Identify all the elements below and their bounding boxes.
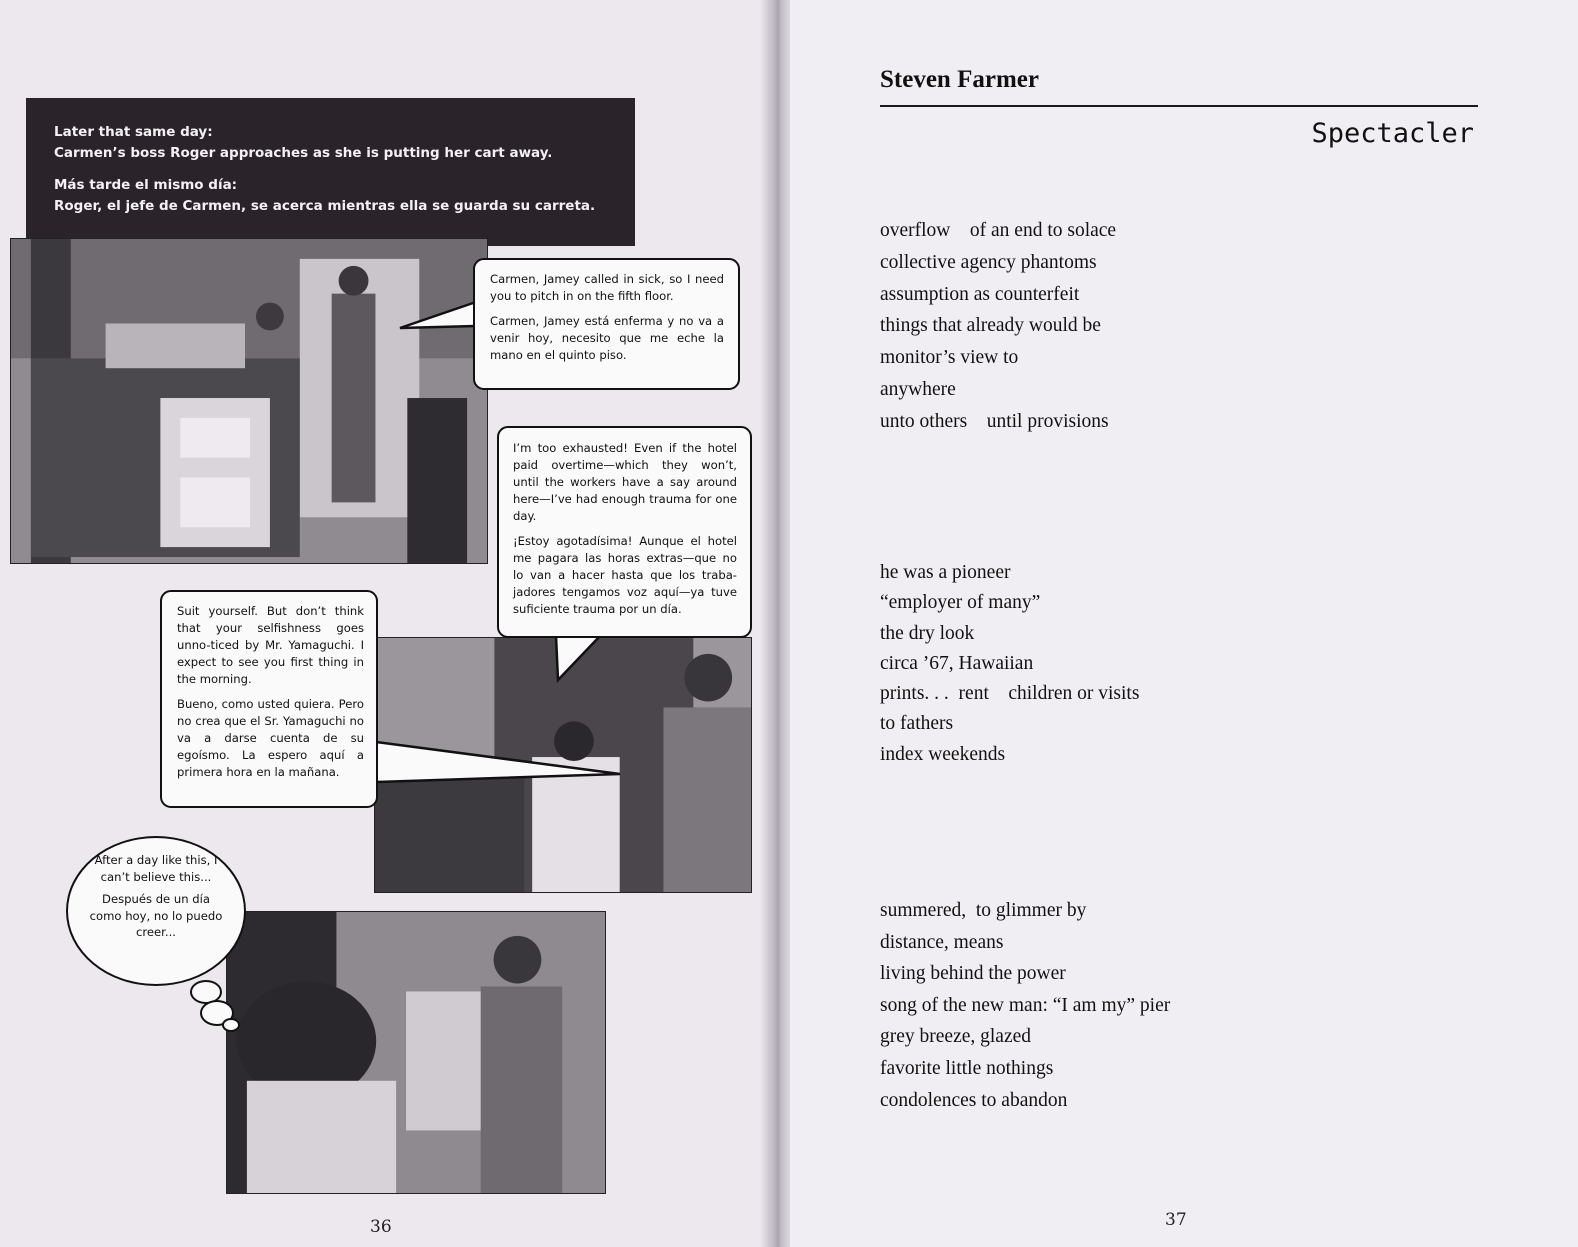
stanza-3-line: song of the new man: “I am my” pier xyxy=(880,994,1171,1016)
caption-english-line2: Carmen’s boss Roger approaches as she is putting her cart away. xyxy=(54,145,553,161)
stanza-1-line: collective agency phantoms xyxy=(880,251,1097,273)
caption-spanish xyxy=(54,175,635,217)
stanza-2-line: he was a pioneer xyxy=(880,562,1011,583)
stanza-3-line: favorite little nothings xyxy=(880,1057,1054,1079)
author-name: Steven Farmer xyxy=(880,66,1039,93)
stanza-2-line: “employer of many” xyxy=(880,592,1041,614)
bubble-carmen-tail xyxy=(548,634,608,684)
bubble-roger-1-tail xyxy=(400,288,480,348)
title-rule xyxy=(880,105,1478,107)
thought-spanish: Después de un día como hoy, no lo puedo creer... xyxy=(89,892,223,939)
stanza-3-line: grey breeze, glazed xyxy=(880,1026,1032,1048)
stanza-1-line: things that already would be xyxy=(880,315,1101,337)
stanza-3-line: condolences to abandon xyxy=(880,1089,1068,1111)
caption-english-line1: Later that same day: xyxy=(54,124,213,140)
stanza-1-line: unto others until provisions xyxy=(880,410,1109,432)
bubble-roger-1-spanish: Carmen, Jamey está enferma y no va a venir hoy, necesito que me eche la mano en el quinto piso. xyxy=(490,314,724,362)
bubble-roger-2-spanish: Bueno, como usted quiera. Pero no crea que el Sr. Yamaguchi no va a darse cuenta de su egoísmo. La espero aquí a primera hora en la mañana. xyxy=(177,697,364,779)
stanza-1-line: overflow of an end to solace xyxy=(880,220,1117,241)
bubble-carmen-english: I’m too exhausted! Even if the hotel paid overtime—which they won’t, until the workers have a say around here—I’ve had enough trauma for one day. xyxy=(513,441,737,523)
stanza-2-line: index weekends xyxy=(880,743,1006,765)
bubble-roger-2 xyxy=(160,590,378,808)
caption-box xyxy=(26,98,635,246)
photo-confrontation xyxy=(226,911,606,1194)
bubble-roger-1-english: Carmen, Jamey called in sick, so I need you to pitch in on the fifth floor. xyxy=(490,272,724,303)
caption-spanish-line1: Más tarde el mismo día: xyxy=(54,177,238,193)
bubble-roger-1 xyxy=(473,258,740,390)
poem-title: Spectacler xyxy=(1311,118,1474,149)
stanza-1-line: anywhere xyxy=(880,378,956,400)
stanza-3-line: summered, to glimmer by xyxy=(880,900,1087,921)
bubble-roger-2-english: Suit yourself. But don’t think that your selfishness goes unno-ticed by Mr. Yamaguchi. I expect to see you first thing in the morning. xyxy=(177,604,364,686)
caption-english xyxy=(54,122,635,164)
stanza-2-line: prints. . . rent children or visits xyxy=(880,683,1140,705)
stanza-3-line: living behind the power xyxy=(880,963,1066,985)
stanza-2-line: the dry look xyxy=(880,622,975,644)
left-page xyxy=(0,0,772,1247)
thought-bubble xyxy=(66,836,246,986)
page-number-left: 36 xyxy=(370,1217,392,1237)
stanza-2-line: to fathers xyxy=(880,713,954,735)
bubble-roger-2-tail xyxy=(374,738,624,788)
caption-spanish-line2: Roger, el jefe de Carmen, se acerca mientras ella se guarda su carreta. xyxy=(54,198,596,214)
thought-dot-small xyxy=(222,1018,240,1032)
bubble-carmen xyxy=(497,426,752,638)
page-number-right: 37 xyxy=(1165,1210,1187,1230)
bubble-carmen-spanish: ¡Estoy agotadísima! Aunque el hotel me pagara las horas extras—que no lo van a hacer hasta que los traba-jadores tengamos voz aquí—ya tuve suficiente trauma por un día. xyxy=(513,534,737,616)
thought-english: After a day like this, I can’t believe this... xyxy=(94,853,218,884)
stanza-1-line: assumption as counterfeit xyxy=(880,283,1080,305)
stanza-1-line: monitor’s view to xyxy=(880,347,1019,369)
stanza-3 xyxy=(880,895,1170,1116)
photo-supply-room xyxy=(10,238,488,564)
stanza-1 xyxy=(880,215,1116,438)
stanza-2-line: circa ’67, Hawaiian xyxy=(880,652,1034,674)
stanza-3-line: distance, means xyxy=(880,931,1004,953)
stanza-2 xyxy=(880,558,1139,770)
